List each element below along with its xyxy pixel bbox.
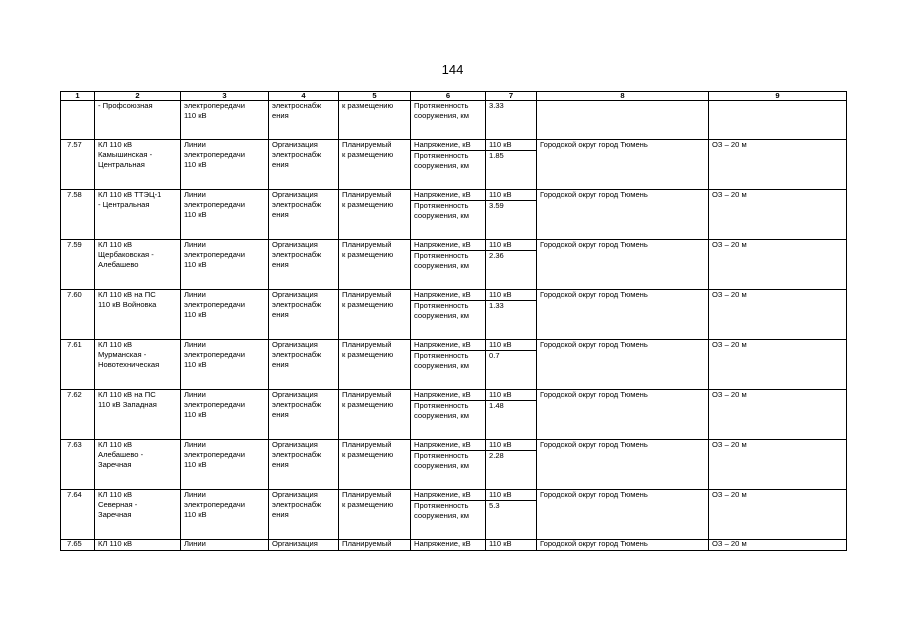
value-cell-bottom: 5.3 xyxy=(489,501,500,510)
parameter-cell-top: Напряжение, кВ xyxy=(411,290,485,301)
purpose-cell: электроснабж ения xyxy=(269,101,339,140)
page-number: 144 xyxy=(441,62,464,77)
purpose-cell: Организация электроснабж ения xyxy=(269,140,339,190)
data-table xyxy=(60,91,847,551)
status-cell: Планируемый к размещению xyxy=(339,440,411,490)
value-cell-top: 110 кВ xyxy=(486,240,536,251)
zone-cell: ОЗ – 20 м xyxy=(709,490,847,540)
zone-cell xyxy=(709,101,847,140)
zone-cell: ОЗ – 20 м xyxy=(709,340,847,390)
column-header: 9 xyxy=(709,92,847,101)
status-cell: Планируемый к размещению xyxy=(339,490,411,540)
value-cell xyxy=(486,140,537,190)
table-header-row xyxy=(61,92,847,101)
location-cell: Городской округ город Тюмень xyxy=(537,340,709,390)
location-cell: Городской округ город Тюмень xyxy=(537,240,709,290)
object-name-cell: КЛ 110 кВ Камышинская - Центральная xyxy=(95,140,181,190)
parameter-cell xyxy=(411,440,486,490)
status-cell: Планируемый xyxy=(339,540,411,551)
parameter-cell-bottom: Протяженность сооружения, км xyxy=(414,201,469,220)
table-row xyxy=(61,490,847,540)
parameter-cell-top: Напряжение, кВ xyxy=(411,140,485,151)
row-number-cell: 7.60 xyxy=(61,290,95,340)
value-cell-bottom: 1.85 xyxy=(489,151,504,160)
parameter-cell xyxy=(411,290,486,340)
row-number-cell xyxy=(61,101,95,140)
value-cell-bottom: 3.59 xyxy=(489,201,504,210)
object-type-cell: Линии электропередачи 110 кВ xyxy=(181,190,269,240)
parameter-cell-top: Напряжение, кВ xyxy=(411,340,485,351)
location-cell: Городской округ город Тюмень xyxy=(537,540,709,551)
table-row xyxy=(61,440,847,490)
value-cell xyxy=(486,440,537,490)
value-cell-top: 110 кВ xyxy=(489,539,512,548)
object-type-cell: Линии электропередачи 110 кВ xyxy=(181,490,269,540)
zone-cell: ОЗ – 20 м xyxy=(709,140,847,190)
value-cell-top: 110 кВ xyxy=(486,290,536,301)
column-header: 8 xyxy=(537,92,709,101)
purpose-cell: Организация электроснабж ения xyxy=(269,290,339,340)
object-type-cell: Линии электропередачи 110 кВ xyxy=(181,290,269,340)
status-cell: к размещению xyxy=(339,101,411,140)
object-name-cell: КЛ 110 кВ на ПС 110 кВ Западная xyxy=(95,390,181,440)
column-header: 2 xyxy=(95,92,181,101)
object-type-cell: Линии электропередачи 110 кВ xyxy=(181,140,269,190)
table-row xyxy=(61,190,847,240)
value-cell xyxy=(486,390,537,440)
table-row xyxy=(61,240,847,290)
object-name-cell: КЛ 110 кВ ТТЭЦ-1 - Центральная xyxy=(95,190,181,240)
row-number-cell: 7.57 xyxy=(61,140,95,190)
status-cell: Планируемый к размещению xyxy=(339,340,411,390)
value-cell-top: 110 кВ xyxy=(486,390,536,401)
object-name-cell: КЛ 110 кВ Северная - Заречная xyxy=(95,490,181,540)
parameter-cell-top: Напряжение, кВ xyxy=(411,240,485,251)
location-cell: Городской округ город Тюмень xyxy=(537,290,709,340)
column-header: 4 xyxy=(269,92,339,101)
value-cell-bottom: 1.48 xyxy=(489,401,504,410)
column-header: 5 xyxy=(339,92,411,101)
row-number-cell: 7.64 xyxy=(61,490,95,540)
object-name-cell: КЛ 110 кВ Мурманская - Новотехническая xyxy=(95,340,181,390)
status-cell: Планируемый к размещению xyxy=(339,140,411,190)
location-cell: Городской округ город Тюмень xyxy=(537,490,709,540)
parameter-cell xyxy=(411,540,486,551)
table-row xyxy=(61,390,847,440)
value-cell xyxy=(486,540,537,551)
table-row xyxy=(61,340,847,390)
status-cell: Планируемый к размещению xyxy=(339,190,411,240)
parameter-cell-top: Напряжение, кВ xyxy=(411,390,485,401)
object-type-cell: электропередачи 110 кВ xyxy=(181,101,269,140)
parameter-cell-bottom: Протяженность сооружения, км xyxy=(414,501,469,520)
purpose-cell: Организация электроснабж ения xyxy=(269,190,339,240)
column-header: 7 xyxy=(486,92,537,101)
table-row xyxy=(61,140,847,190)
location-cell xyxy=(537,101,709,140)
value-cell xyxy=(486,190,537,240)
parameter-cell-top: Напряжение, кВ xyxy=(411,190,485,201)
row-number-cell: 7.58 xyxy=(61,190,95,240)
parameter-cell-top: Напряжение, кВ xyxy=(411,490,485,501)
parameter-cell xyxy=(411,140,486,190)
parameter-cell-bottom: Протяженность сооружения, км xyxy=(414,151,469,170)
zone-cell: ОЗ – 20 м xyxy=(709,440,847,490)
object-name-cell: КЛ 110 кВ Алебашево - Заречная xyxy=(95,440,181,490)
zone-cell: ОЗ – 20 м xyxy=(709,190,847,240)
zone-cell: ОЗ – 20 м xyxy=(709,290,847,340)
object-name-cell: - Профсоюзная xyxy=(95,101,181,140)
value-cell-bottom: 2.36 xyxy=(489,251,504,260)
purpose-cell: Организация электроснабж ения xyxy=(269,390,339,440)
parameter-cell xyxy=(411,490,486,540)
parameter-cell-bottom: Протяженность сооружения, км xyxy=(414,401,469,420)
parameter-cell-bottom: Протяженность сооружения, км xyxy=(414,451,469,470)
purpose-cell: Организация xyxy=(269,540,339,551)
row-number-cell: 7.61 xyxy=(61,340,95,390)
zone-cell: ОЗ – 20 м xyxy=(709,390,847,440)
value-cell: 3.33 xyxy=(486,101,537,140)
zone-cell: ОЗ – 20 м xyxy=(709,240,847,290)
object-name-cell: КЛ 110 кВ Щербаковская - Алебашево xyxy=(95,240,181,290)
value-cell xyxy=(486,290,537,340)
table-row xyxy=(61,540,847,551)
status-cell: Планируемый к размещению xyxy=(339,290,411,340)
parameter-cell-top: Напряжение, кВ xyxy=(414,539,471,548)
location-cell: Городской округ город Тюмень xyxy=(537,390,709,440)
parameter-cell xyxy=(411,190,486,240)
value-cell-top: 110 кВ xyxy=(486,140,536,151)
value-cell-top: 110 кВ xyxy=(486,190,536,201)
row-number-cell: 7.63 xyxy=(61,440,95,490)
parameter-cell-bottom: Протяженность сооружения, км xyxy=(414,301,469,320)
value-cell-bottom: 1.33 xyxy=(489,301,504,310)
value-cell xyxy=(486,340,537,390)
location-cell: Городской округ город Тюмень xyxy=(537,440,709,490)
object-type-cell: Линии электропередачи 110 кВ xyxy=(181,390,269,440)
value-cell-top: 110 кВ xyxy=(486,490,536,501)
value-cell xyxy=(486,240,537,290)
parameter-cell-bottom: Протяженность сооружения, км xyxy=(414,351,469,370)
object-name-cell: КЛ 110 кВ на ПС 110 кВ Войновка xyxy=(95,290,181,340)
parameter-cell xyxy=(411,340,486,390)
value-cell-bottom: 2.28 xyxy=(489,451,504,460)
table-row xyxy=(61,101,847,140)
value-cell-bottom: 0.7 xyxy=(489,351,500,360)
status-cell: Планируемый к размещению xyxy=(339,240,411,290)
row-number-cell: 7.65 xyxy=(61,540,95,551)
zone-cell: ОЗ – 20 м xyxy=(709,540,847,551)
object-type-cell: Линии электропередачи 110 кВ xyxy=(181,240,269,290)
parameter-cell xyxy=(411,390,486,440)
value-cell-top: 110 кВ xyxy=(486,440,536,451)
parameter-cell xyxy=(411,240,486,290)
value-cell xyxy=(486,490,537,540)
column-header: 1 xyxy=(61,92,95,101)
object-name-cell: КЛ 110 кВ xyxy=(95,540,181,551)
object-type-cell: Линии электропередачи 110 кВ xyxy=(181,340,269,390)
parameter-cell-top: Напряжение, кВ xyxy=(411,440,485,451)
location-cell: Городской округ город Тюмень xyxy=(537,140,709,190)
purpose-cell: Организация электроснабж ения xyxy=(269,240,339,290)
status-cell: Планируемый к размещению xyxy=(339,390,411,440)
column-header: 6 xyxy=(411,92,486,101)
value-cell-top: 110 кВ xyxy=(486,340,536,351)
row-number-cell: 7.59 xyxy=(61,240,95,290)
purpose-cell: Организация электроснабж ения xyxy=(269,340,339,390)
parameter-cell-bottom: Протяженность сооружения, км xyxy=(414,251,469,270)
purpose-cell: Организация электроснабж ения xyxy=(269,490,339,540)
object-type-cell: Линии xyxy=(181,540,269,551)
parameter-cell: Протяженность сооружения, км xyxy=(411,101,486,140)
location-cell: Городской округ город Тюмень xyxy=(537,190,709,240)
table-body xyxy=(61,101,847,551)
row-number-cell: 7.62 xyxy=(61,390,95,440)
column-header: 3 xyxy=(181,92,269,101)
purpose-cell: Организация электроснабж ения xyxy=(269,440,339,490)
table-row xyxy=(61,290,847,340)
object-type-cell: Линии электропередачи 110 кВ xyxy=(181,440,269,490)
